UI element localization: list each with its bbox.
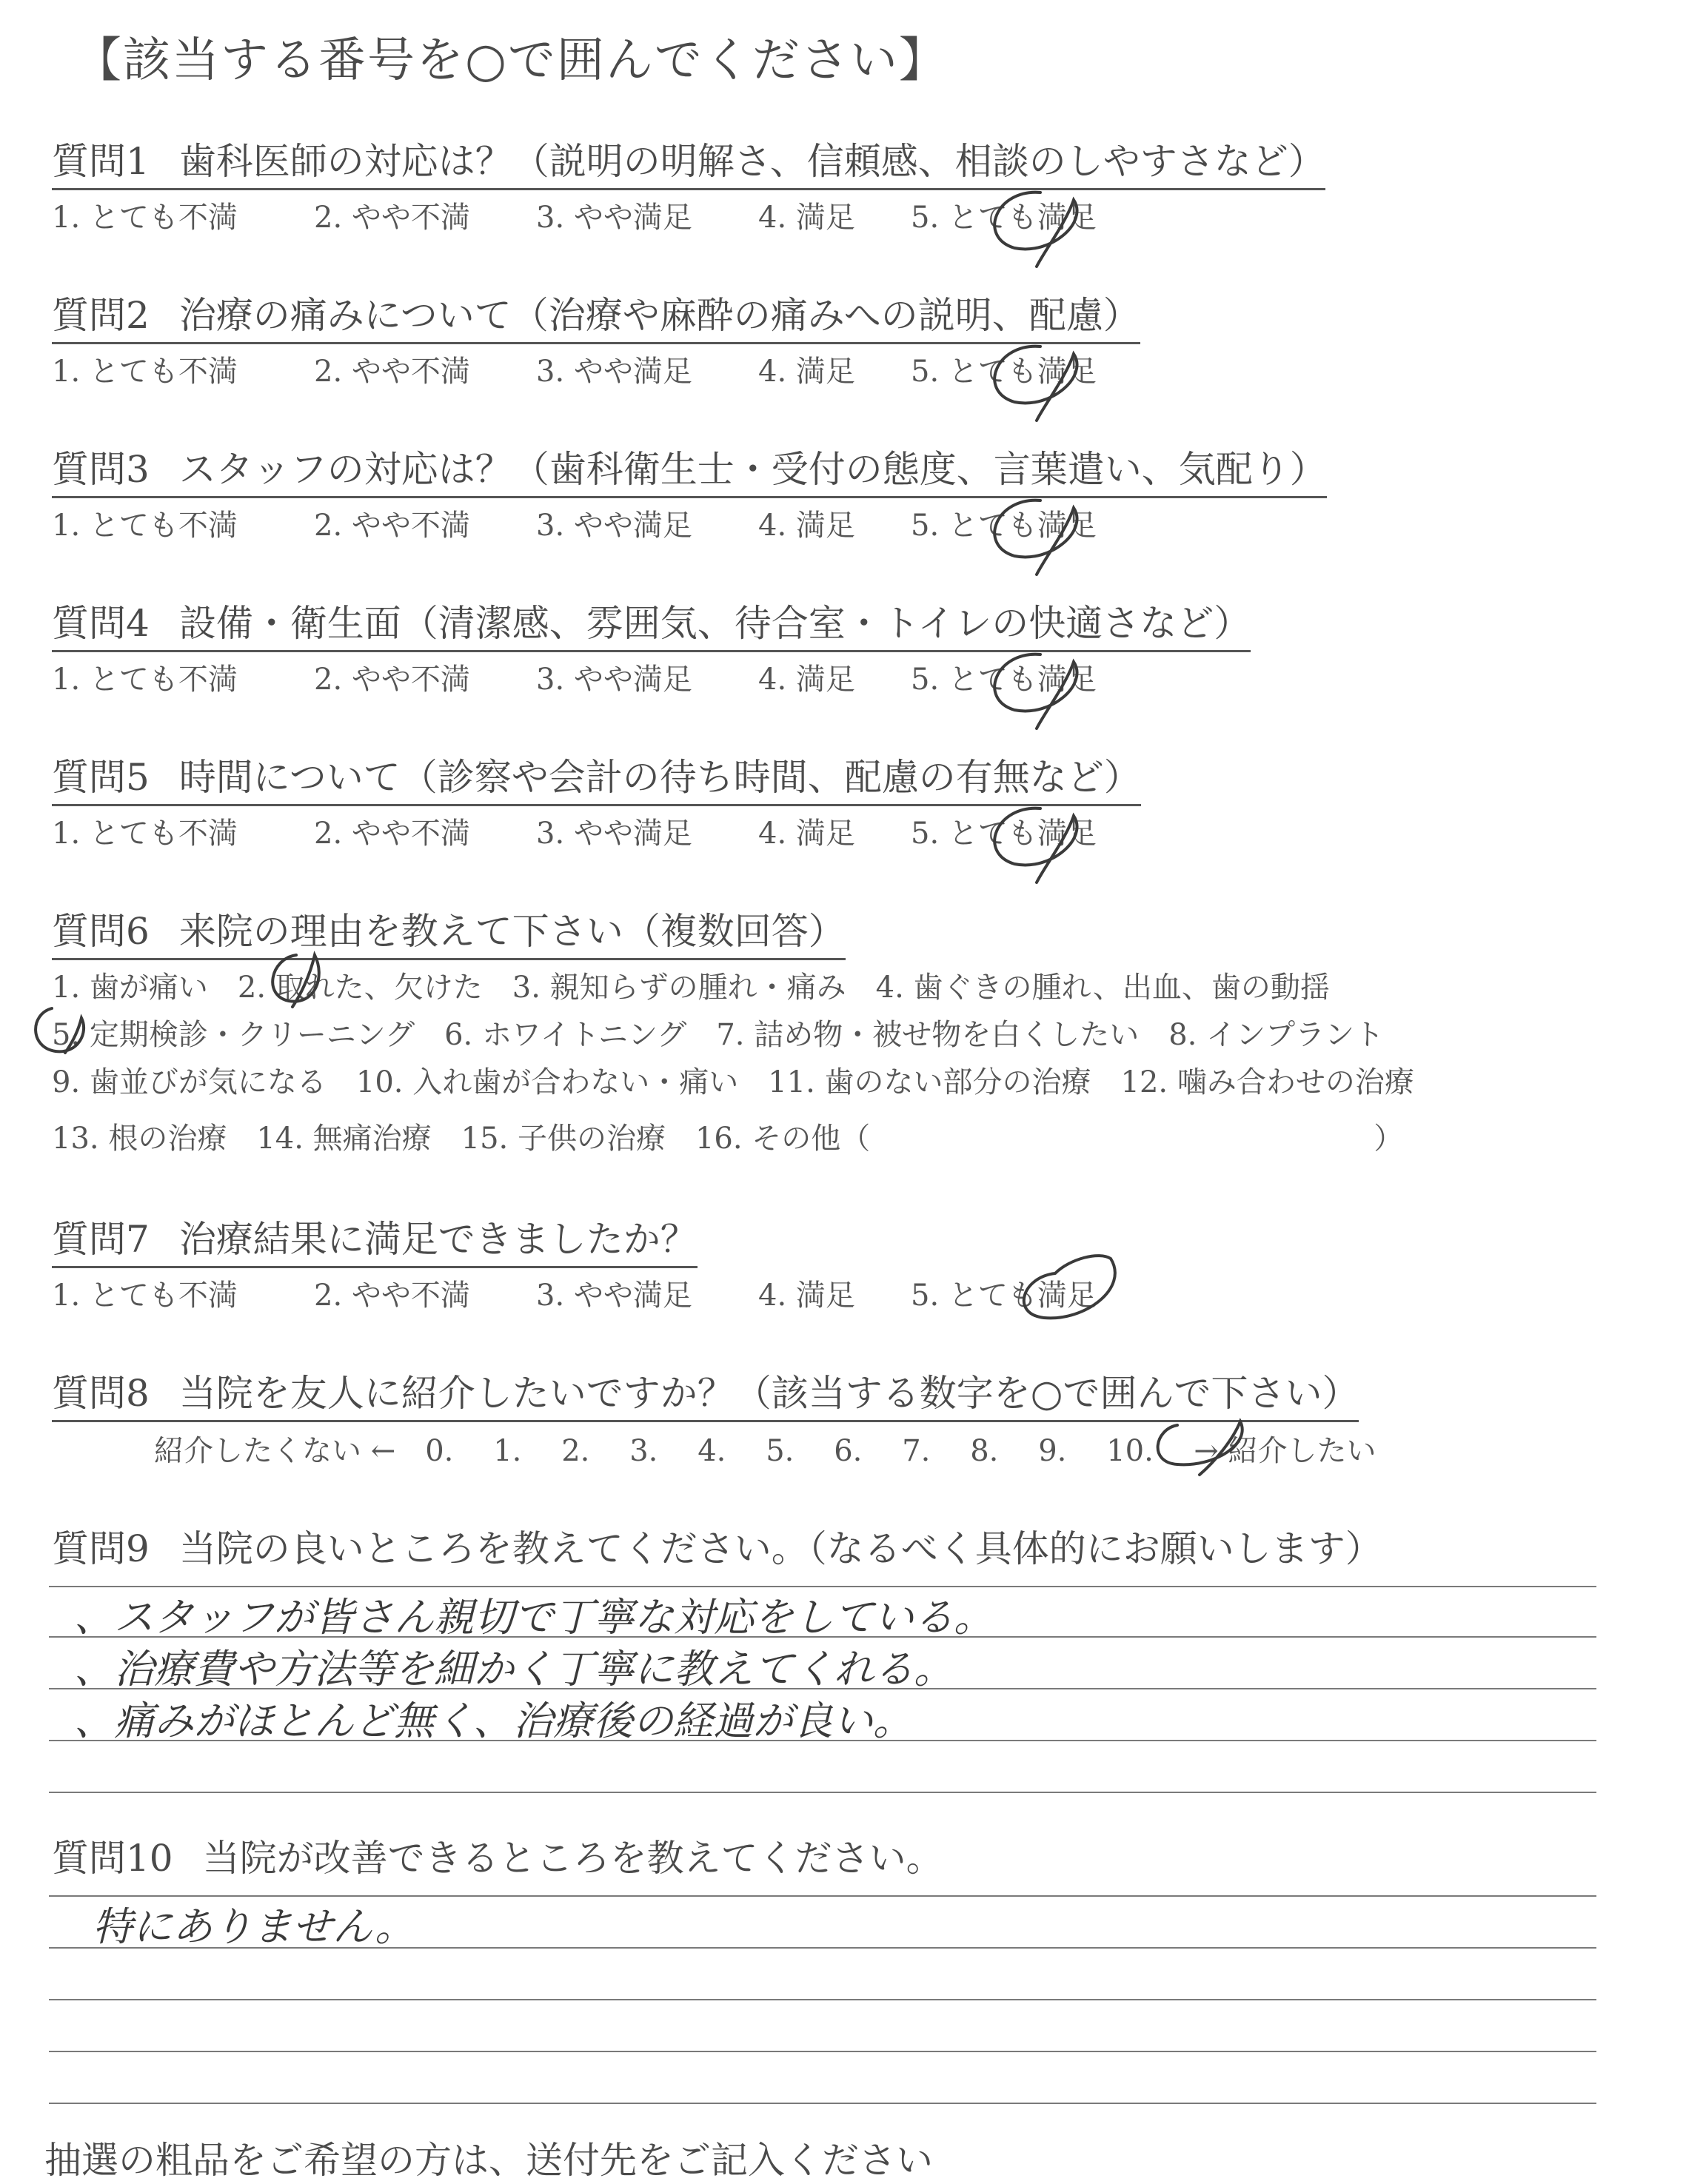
option-somewhat-satisfied: 3. やや満足 <box>536 509 692 543</box>
option-somewhat-dissatisfied: 2. やや不満 <box>314 201 470 235</box>
page-header: 【該当する番号を○で囲んでください】 <box>74 33 948 88</box>
circle-q8-option-10 <box>1158 1421 1242 1475</box>
option-somewhat-dissatisfied: 2. やや不満 <box>314 1279 470 1313</box>
q8-right-label: → 紹介したい <box>1194 1434 1376 1468</box>
option-somewhat-dissatisfied: 2. やや不満 <box>314 663 470 697</box>
option-very-dissatisfied: 1. とても不満 <box>52 509 238 543</box>
circle-q4-option-5 <box>994 654 1077 728</box>
option-very-satisfied: 5. とても満足 <box>911 1279 1097 1313</box>
option-very-satisfied: 5. とても満足 <box>911 509 1097 543</box>
q8-option-10: 10. <box>1106 1434 1154 1468</box>
q9-answer-3[interactable]: 、痛みがほとんど無く、治療後の経過が良い。 <box>74 1698 913 1744</box>
q9-answer-2[interactable]: 、治療費や方法等を細かく丁寧に教えてくれる。 <box>74 1646 954 1692</box>
option-very-satisfied: 5. とても満足 <box>911 817 1097 851</box>
option-very-dissatisfied: 1. とても不満 <box>52 1279 238 1313</box>
question-6-row-2[interactable]: 5. 定期検診・クリーニング 6. ホワイトニング 7. 詰め物・被せ物を白くしたい 8. インプラント <box>52 1018 1385 1052</box>
q8-option-2: 2. <box>561 1434 590 1468</box>
question-6-row-1[interactable]: 1. 歯が痛い 2. 取れた、欠けた 3. 親知らずの腫れ・痛み 4. 歯ぐきの腫れ、出血、歯の動揺 <box>52 971 1330 1005</box>
option-somewhat-satisfied: 3. やや満足 <box>536 663 692 697</box>
question-3: 質問3 スタッフの対応は？（歯科衛生士・受付の態度、言葉遣い、気配り） <box>52 440 1327 498</box>
circle-q3-option-5 <box>994 500 1077 575</box>
option-somewhat-satisfied: 3. やや満足 <box>536 355 692 389</box>
question-5: 質問5 時間について（診察や会計の待ち時間、配慮の有無など） <box>52 748 1141 806</box>
option-satisfied: 4. 満足 <box>758 817 855 851</box>
q8-option-7: 7. <box>902 1434 931 1468</box>
q10-answer-1[interactable]: 特にありません。 <box>93 1903 415 1950</box>
option-satisfied: 4. 満足 <box>758 663 855 697</box>
question-6-row-4[interactable]: 13. 根の治療 14. 無痛治療 15. 子供の治療 16. その他（ ） <box>52 1122 1404 1156</box>
question-8: 質問8 当院を友人に紹介したいですか？（該当する数字を○で囲んで下さい） <box>52 1364 1359 1422</box>
q8-option-4: 4. <box>698 1434 726 1468</box>
circle-q7-option-5 <box>1024 1256 1115 1318</box>
option-somewhat-satisfied: 3. やや満足 <box>536 1279 692 1313</box>
option-satisfied: 4. 満足 <box>758 1279 855 1313</box>
circle-q6-option-5 <box>36 1008 84 1053</box>
option-very-satisfied: 5. とても満足 <box>911 663 1097 697</box>
option-somewhat-dissatisfied: 2. やや不満 <box>314 355 470 389</box>
q8-option-6: 6. <box>834 1434 863 1468</box>
question-6-row-3[interactable]: 9. 歯並びが気になる 10. 入れ歯が合わない・痛い 11. 歯のない部分の治療 12. 噛み合わせの治療 <box>52 1065 1414 1099</box>
option-very-satisfied: 5. とても満足 <box>911 355 1097 389</box>
q8-option-8: 8. <box>970 1434 999 1468</box>
option-satisfied: 4. 満足 <box>758 355 855 389</box>
question-2: 質問2 治療の痛みについて（治療や麻酔の痛みへの説明、配慮） <box>52 286 1140 344</box>
question-4: 質問4 設備・衛生面（清潔感、雰囲気、待合室・トイレの快適さなど） <box>52 594 1251 652</box>
question-1: 質問1 歯科医師の対応は？（説明の明解さ、信頼感、相談のしやすさなど） <box>52 132 1325 190</box>
option-somewhat-dissatisfied: 2. やや不満 <box>314 509 470 543</box>
question-9: 質問9 当院の良いところを教えてください。（なるべく具体的にお願いします） <box>52 1527 1382 1570</box>
question-10: 質問10 当院が改善できるところを教えてください。 <box>52 1837 943 1880</box>
option-satisfied: 4. 満足 <box>758 201 855 235</box>
circle-q1-option-5 <box>994 192 1077 267</box>
option-satisfied: 4. 満足 <box>758 509 855 543</box>
q8-option-0: 0. <box>425 1434 454 1468</box>
q8-left-label: 紹介したくない ← <box>154 1434 396 1468</box>
option-very-dissatisfied: 1. とても不満 <box>52 201 238 235</box>
q8-option-1: 1. <box>493 1434 522 1468</box>
circle-q6-option-2 <box>272 955 319 1007</box>
option-very-dissatisfied: 1. とても不満 <box>52 817 238 851</box>
q9-answer-1[interactable]: 、スタッフが皆さん親切で丁寧な対応をしている。 <box>74 1594 994 1641</box>
circle-q5-option-5 <box>994 808 1077 882</box>
option-somewhat-satisfied: 3. やや満足 <box>536 201 692 235</box>
question-7: 質問7 治療結果に満足できましたか？ <box>52 1210 698 1268</box>
option-very-dissatisfied: 1. とても不満 <box>52 663 238 697</box>
q8-option-9: 9. <box>1038 1434 1067 1468</box>
option-somewhat-satisfied: 3. やや満足 <box>536 817 692 851</box>
option-very-dissatisfied: 1. とても不満 <box>52 355 238 389</box>
circle-q2-option-5 <box>994 346 1077 421</box>
option-somewhat-dissatisfied: 2. やや不満 <box>314 817 470 851</box>
question-6: 質問6 来院の理由を教えて下さい（複数回答） <box>52 902 846 960</box>
q8-option-5: 5. <box>766 1434 795 1468</box>
footer-note: 抽選の粗品をご希望の方は、送付先をご記入ください <box>44 2139 933 2182</box>
q8-option-3: 3. <box>629 1434 658 1468</box>
option-very-satisfied: 5. とても満足 <box>911 201 1097 235</box>
